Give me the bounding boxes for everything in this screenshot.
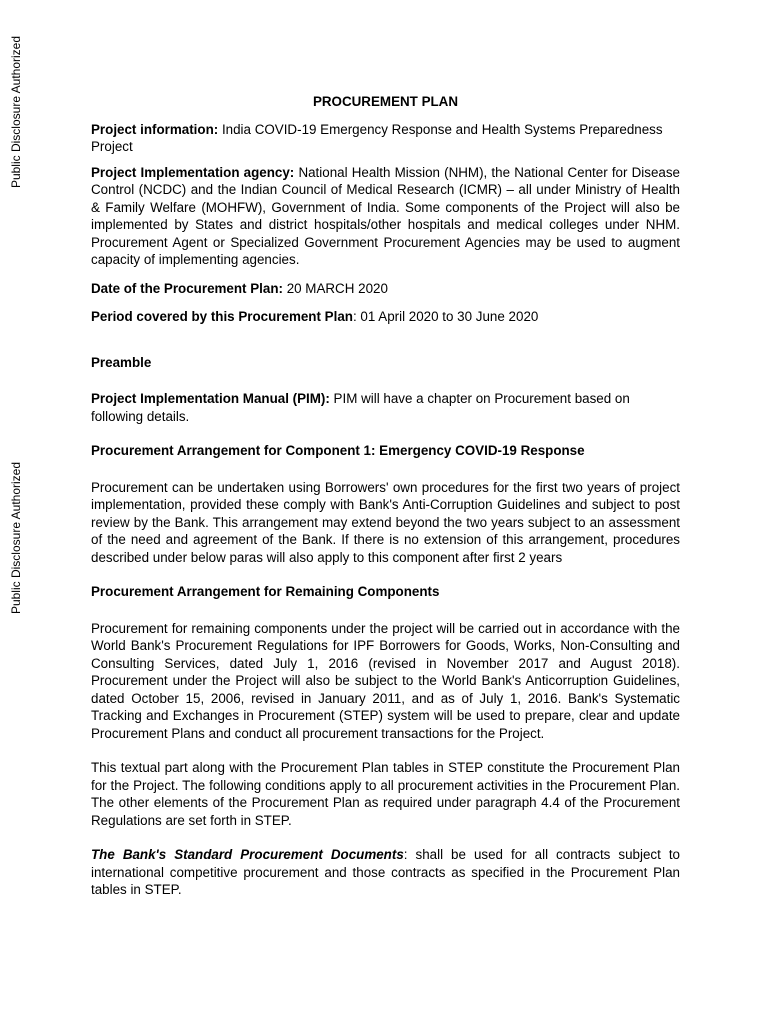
pim-label: Project Implementation Manual (PIM):	[91, 391, 330, 406]
disclosure-label: Public Disclosure Authorized	[9, 35, 23, 189]
project-information	[91, 121, 680, 156]
project-information-text: India COVID-19 Emergency Response and Health Systems Preparedness Project	[91, 121, 663, 154]
component1-body: Procurement can be undertaken using Borrowers' own procedures for the first two years of project implementation, provided these comply with Bank's Anti-Corruption Guidelines and subject to post review by the Bank. This arrangement may extend beyond the two years subject to an assessment of the need and agreement of the Bank. If there is no extension of this arrangement, procedures described under below paras will also apply to this component after first 2 years	[91, 479, 680, 565]
standard-documents-text: : shall be used for all contracts subject to international competitive procurement and those contracts as specified in the Procurement Plan tables in STEP.	[91, 847, 680, 897]
component1-heading: Procurement Arrangement for Component 1: Emergency COVID-19 Response	[91, 443, 585, 458]
remaining-body-1: Procurement for remaining components under the project will be carried out in accordance with the World Bank's Procurement Regulations for IPF Borrowers for Goods, Works, Non-Consulting and Consulting Services, dated July 1, 2016 (revised in November 2017 and August 2018). Procurement under the Project will also be subject to the World Bank's Anticorruption Guidelines, dated October 15, 2006, revised in January 2011, and as of July 1, 2016. Bank's Systematic Tracking and Exchanges in Procurement (STEP) system will be used to prepare, clear and update Procurement Plans and conduct all procurement transactions for the Project.	[91, 620, 680, 741]
document-title: PROCUREMENT PLAN	[312, 94, 459, 109]
project-information-label: Project information:	[91, 121, 219, 137]
disclosure-label: Public Disclosure Authorized	[9, 461, 23, 615]
remaining-body-2: This textual part along with the Procurement Plan tables in STEP constitute the Procurement Plan for the Project. The following conditions apply to all procurement activities in the Procurement Plan. The other elements of the Procurement Plan as required under paragraph 4.4 of the Procurement Regulations are set forth in STEP.	[91, 760, 680, 828]
plan-date	[91, 280, 680, 298]
implementation-agency	[91, 164, 680, 269]
remaining-heading: Procurement Arrangement for Remaining Components	[91, 584, 440, 599]
document-body	[91, 93, 680, 899]
implementation-agency-text: National Health Mission (NHM), the National Center for Disease Control (NCDC) and the Indian Council of Medical Research (ICMR) – all under Ministry of Health & Family Welfare (MOHFW), Government of India. Some components of the Project will also be implemented by States and district hospitals/other hospitals and medical colleges under NHM. Procurement Agent or Specialized Government Procurement Agencies may be used to augment capacity of implementing agencies.	[91, 164, 680, 267]
pim-paragraph	[91, 390, 680, 425]
preamble-heading: Preamble	[91, 354, 152, 370]
plan-period	[91, 308, 680, 326]
plan-date-label: Date of the Procurement Plan:	[91, 280, 283, 296]
standard-documents-paragraph	[91, 846, 680, 899]
plan-date-text: 20 MARCH 2020	[282, 280, 388, 296]
plan-period-label: Period covered by this Procurement Plan	[91, 309, 353, 324]
pim-text: PIM will have a chapter on Procurement based on following details.	[91, 391, 630, 424]
implementation-agency-label: Project Implementation agency:	[91, 164, 295, 180]
plan-period-text: : 01 April 2020 to 30 June 2020	[352, 309, 539, 324]
standard-documents-label: The Bank's Standard Procurement Documents	[91, 847, 404, 862]
